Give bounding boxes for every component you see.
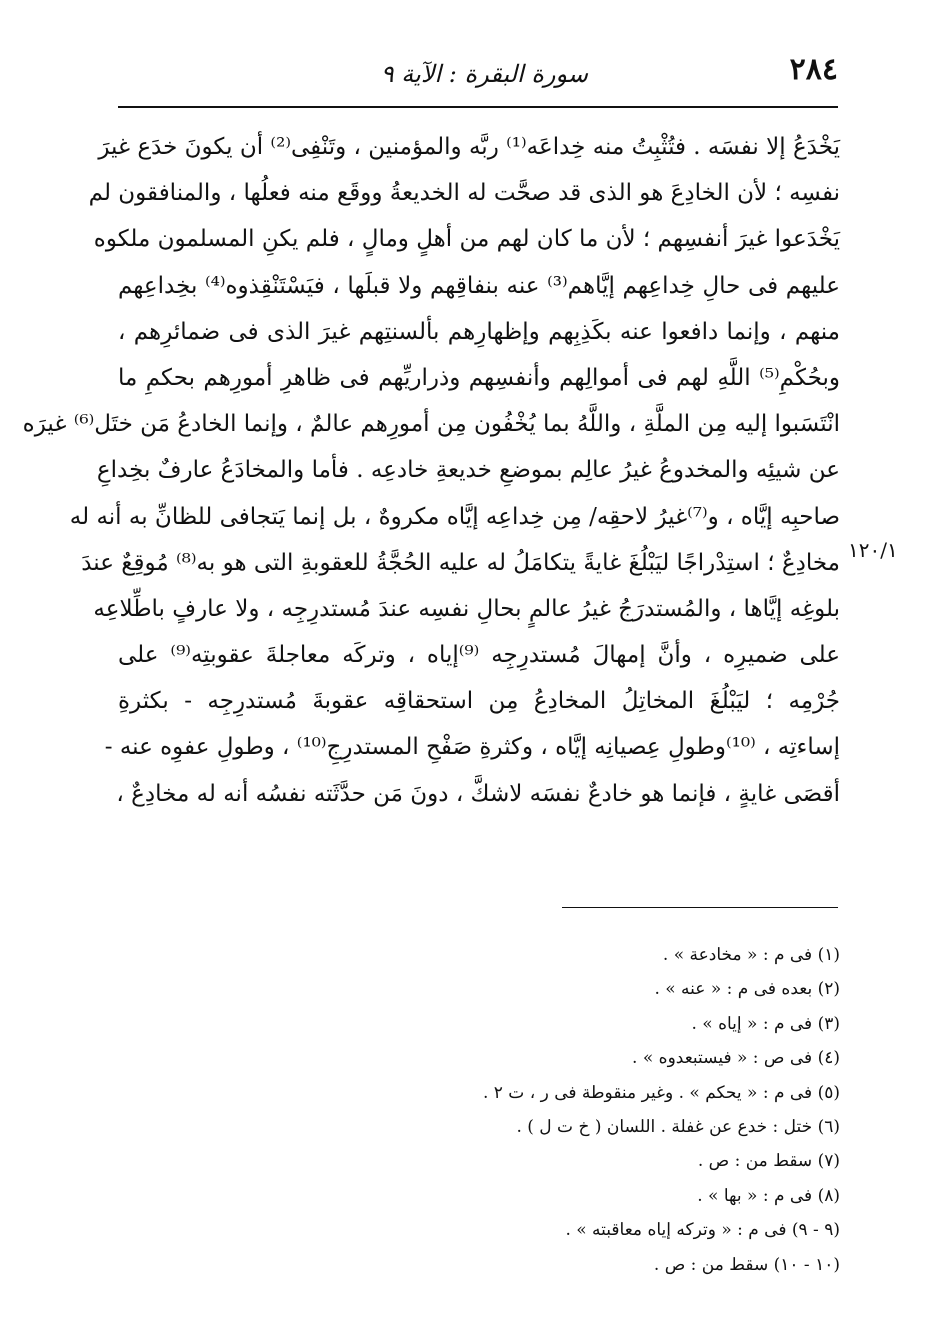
footnote: (٣) فى م : « إياه » . xyxy=(691,1013,840,1034)
page-number: ٢٨٤ xyxy=(789,52,838,87)
text-line: منهم ، وإنما دافعوا عنه بكَذِبِهم وإظهارِهم بألسنتِهم غيرَ الذى فى ضمائرِهم ، xyxy=(118,318,840,345)
footnote: (١٠ - ١٠) سقط من : ص . xyxy=(653,1254,840,1275)
footnotes xyxy=(300,938,840,1282)
text-line: انْتَسَبوا إليه مِن الملَّةِ ، واللَّهُ بما يُخْفُون مِن أمورِهم عالمٌ ، وإنما الخادعُ مَن ختَل⁽⁶⁾ غيرَه xyxy=(22,411,840,438)
footnote-separator xyxy=(562,907,838,908)
running-title: سورة البقرة : الآية ٩ xyxy=(380,60,588,88)
text-line: بلوغِه إيَّاها ، والمُستدرَجُ غيرُ عالمٍ بحالِ نفسِه عندَ مُستدرِجِه ، ولا عارفٍ باطِّلاعِه xyxy=(93,595,840,622)
text-line: صاحبِه إيَّاه ، و⁽⁷⁾غيرُ لاحقِه/ مِن خِداعِه إيَّاه مكروهٌ ، بل إنما يَتجافى للظانِّ به أنه له xyxy=(69,503,840,530)
footnote: (٥) فى م : « يحكم » . وغير منقوطة فى ر ، ت ٢ . xyxy=(482,1082,840,1103)
text-line: جُرْمِه ؛ ليَبْلُغَ المخاتِلُ المخادِعُ مِن استحقاقِه عقوبةَ مُستدرِجِه - بكثرةِ xyxy=(118,688,840,715)
footnote: (٤) فى ص : « فيستبعدوه » . xyxy=(632,1048,840,1069)
footnote: (٢) بعده فى م : « عنه » . xyxy=(654,979,840,1000)
text-line: نفسِه ؛ لأن الخادِعَ هو الذى قد صحَّت له الخديعةُ ووقَع منه فعلُها ، والمنافقون لم xyxy=(88,180,840,207)
footnote: (٩ - ٩) فى م : « وتركه إياه معاقبته » . xyxy=(565,1220,840,1241)
text-line: على ضميرِه ، وأنَّ إمهالَ مُستدرِجِه ⁽⁹⁾إياه ، وتركَه معاجلةَ عقوبتِه⁽⁹⁾ على xyxy=(118,642,841,669)
footnote: (٨) فى م : « بها » . xyxy=(697,1185,840,1206)
text-line: يَخْدَعوا غيرَ أنفسِهم ؛ لأن ما كان لهم من أهلٍ ومالٍ ، فلم يكنِ المسلمون ملكوه xyxy=(93,226,840,253)
margin-reference: ١٢٠/١ xyxy=(848,538,898,562)
page-header xyxy=(118,44,838,108)
main-text xyxy=(22,124,841,817)
text-line: إساءتِه ، ⁽¹⁰⁾وطولِ عِصيانِه إيَّاه ، وكثرةِ صَفْحِ المستدرِجِ⁽¹⁰⁾ ، وطولِ عفوِه عنه - xyxy=(104,734,840,761)
text-line: وبحُكْمِ⁽⁵⁾ اللَّهِ لهم فى أموالِهم وأنفسِهم وذراريِّهم فى ظاهرِ أمورِهم بحكمِ ما xyxy=(118,364,840,391)
text-line: عليهم فى حالِ خِداعِهم إيَّاهم⁽³⁾ عنه بنفاقِهم ولا قبلَها ، فيَسْتَنْقِذوه⁽⁴⁾ بخِداعِهم xyxy=(118,272,840,299)
text-line: مخادِعٌ ؛ استِدْراجًا ليَبْلُغَ غايةً يتكامَلُ له عليه الحُجَّةُ للعقوبةِ التى هو به⁽⁸⁾ مُوقِعٌ عندَ xyxy=(81,549,840,576)
text-line: يَخْدَعُ إلا نفسَه . فتُثْبِتُ منه خِداعَه⁽¹⁾ ربَّه والمؤمنين ، وتَنْفِى⁽²⁾ أن يكونَ خدَع غيرَ xyxy=(98,134,840,160)
footnote: (٦) ختل : خدع عن غفلة . اللسان ( خ ت ل ) . xyxy=(516,1116,840,1137)
footnote: (٧) سقط من : ص . xyxy=(697,1151,840,1172)
text-line: أقصَى غايةٍ ، فإنما هو خادعٌ نفسَه لاشكَّ ، دونَ مَن حدَّثَته نفسُه أنه له مخادِعٌ ، xyxy=(116,780,840,807)
footnote: (١) فى م : « مخادعة » . xyxy=(662,945,840,965)
text-line: عن شيئِه والمخدوعُ غيرُ عالِم بموضعِ خديعةِ خادعِه . فأما والمخادَعُ عارفٌ بخِداعِ xyxy=(96,457,840,484)
